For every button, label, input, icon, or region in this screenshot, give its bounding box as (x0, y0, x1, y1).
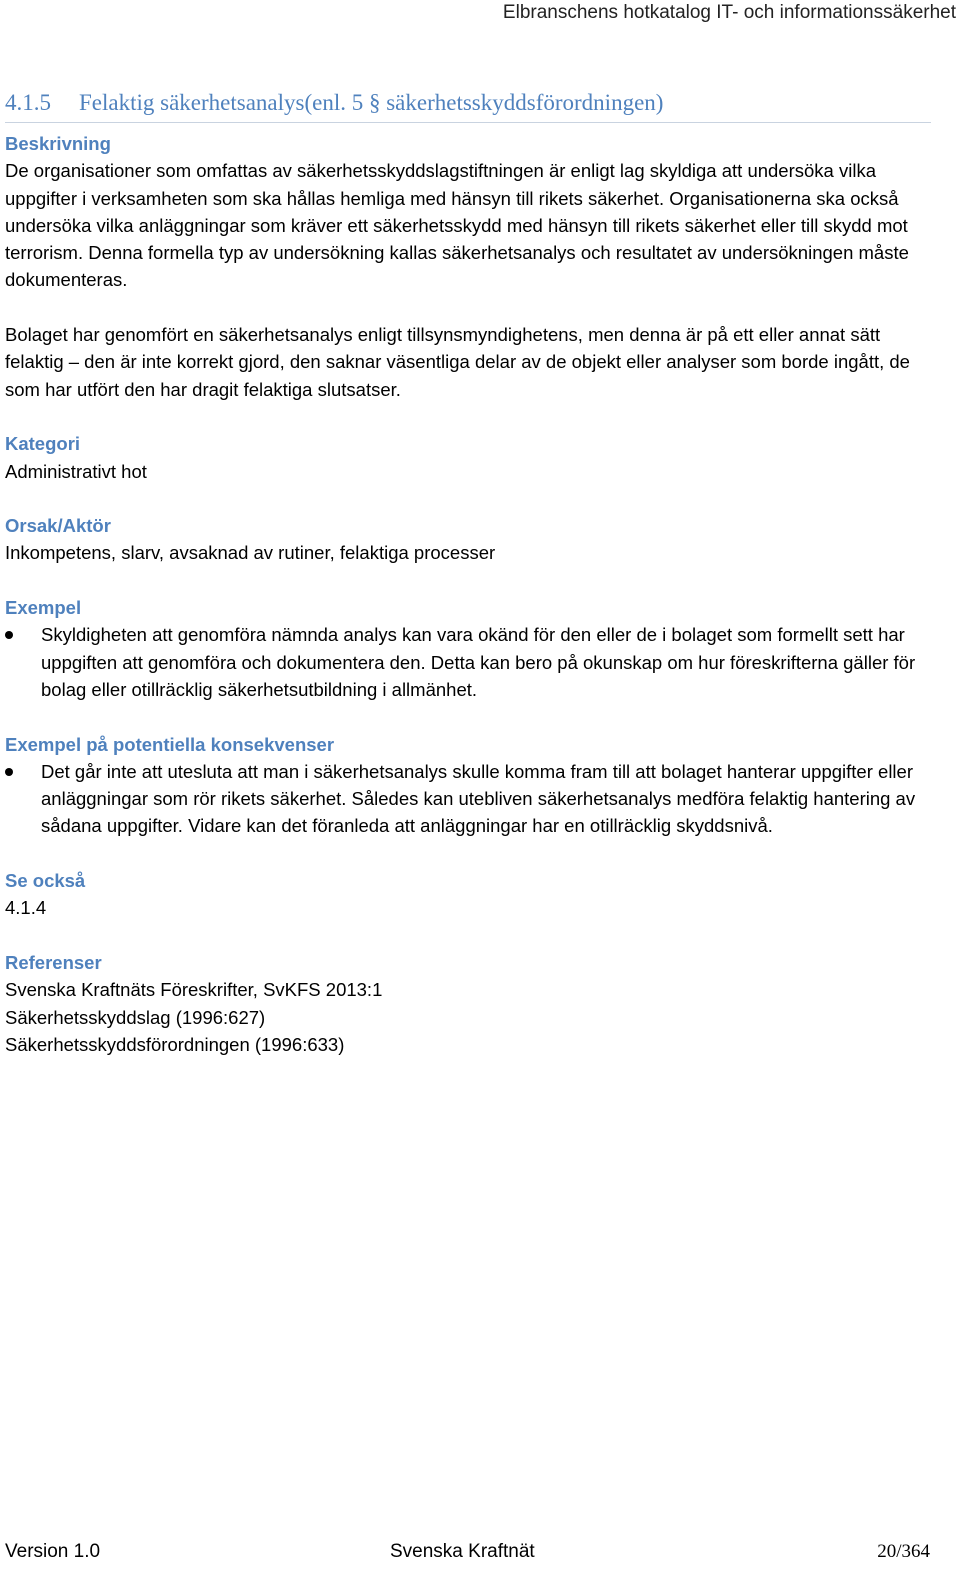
footer-page-number: 20/364 (877, 1541, 930, 1562)
exempel-list (5, 621, 930, 703)
beskrivning-label: Beskrivning (5, 133, 111, 154)
bullet-icon (5, 768, 13, 776)
list-item (5, 758, 930, 840)
konsekvenser-item-text: Det går inte att utesluta att man i säkerhetsanalys skulle komma fram till att bolaget hanterar uppgifter eller anläggningar som rör rikets säkerhet. Således kan utebliven säkerhetsanalys medföra felaktig hantering av sådana uppgifter. Vidare kan det föranleda att anläggningar har en otillräcklig skyddsnivå. (41, 760, 916, 837)
footer-version: Version 1.0 (5, 1541, 101, 1562)
footer-organization: Svenska Kraftnät (390, 1541, 535, 1562)
reference-item: Säkerhetsskyddsförordningen (1996:633) (5, 1033, 345, 1055)
referenser-label: Referenser (5, 951, 102, 973)
konsekvenser-label: Exempel på potentiella konsekvenser (5, 733, 335, 755)
running-header: Elbranschens hotkatalog IT- och informationssäkerhet (502, 2, 956, 23)
kategori-label: Kategori (5, 433, 81, 455)
reference-item: Svenska Kraftnäts Föreskrifter, SvKFS 2013:1 (5, 979, 383, 1001)
reference-item: Säkerhetsskyddslag (1996:627) (5, 1006, 266, 1028)
section-number: 4.1.5 (5, 90, 51, 115)
konsekvenser-list (5, 758, 930, 840)
exempel-label: Exempel (5, 597, 82, 619)
orsak-label: Orsak/Aktör (5, 515, 111, 537)
se-ocksa-label: Se också (5, 870, 86, 892)
list-item (5, 621, 930, 703)
kategori-value: Administrativt hot (5, 460, 147, 482)
beskrivning-paragraph-1: De organisationer som omfattas av säkerhetsskyddslagstiftningen är enligt lag skyldiga att undersöka vilka uppgifter i verksamheten som ska hållas hemliga med hänsyn till rikets säkerhet. Organisationerna ska också undersöka vilka anläggningar som kräver ett säkerhetsskydd med hänsyn till rikets säkerhet eller till skydd mot terrorism. Denna formella typ av undersökning kallas säkerhetsanalys och resultatet av undersökningen måste dokumenteras. (5, 160, 909, 291)
beskrivning-paragraph-2: Bolaget har genomfört en säkerhetsanalys enligt tillsynsmyndighetens, men denna är på ett eller annat sätt felaktig – den är inte korrekt gjord, den saknar väsentliga delar av de objekt eller analyser som borde ingått, de som har utfört den har dragit felaktiga slutsatser. (5, 324, 910, 400)
exempel-item-text: Skyldigheten att genomföra nämnda analys kan vara okänd för den eller de i bolaget som formellt sett har uppgiften att genomföra och dokumentera den. Detta kan bero på okunskap om hur föreskrifterna gäller för bolag eller otillräcklig säkerhetsutbildning i allmänhet. (41, 624, 916, 700)
bullet-icon (5, 631, 13, 639)
section-heading (5, 90, 931, 123)
se-ocksa-value: 4.1.4 (5, 897, 47, 919)
page-footer (5, 1541, 930, 1569)
document-body (5, 130, 930, 1058)
section-title: Felaktig säkerhetsanalys(enl. 5 § säkerhetsskyddsförordningen) (79, 90, 664, 115)
orsak-value: Inkompetens, slarv, avsaknad av rutiner, felaktiga processer (5, 542, 496, 564)
